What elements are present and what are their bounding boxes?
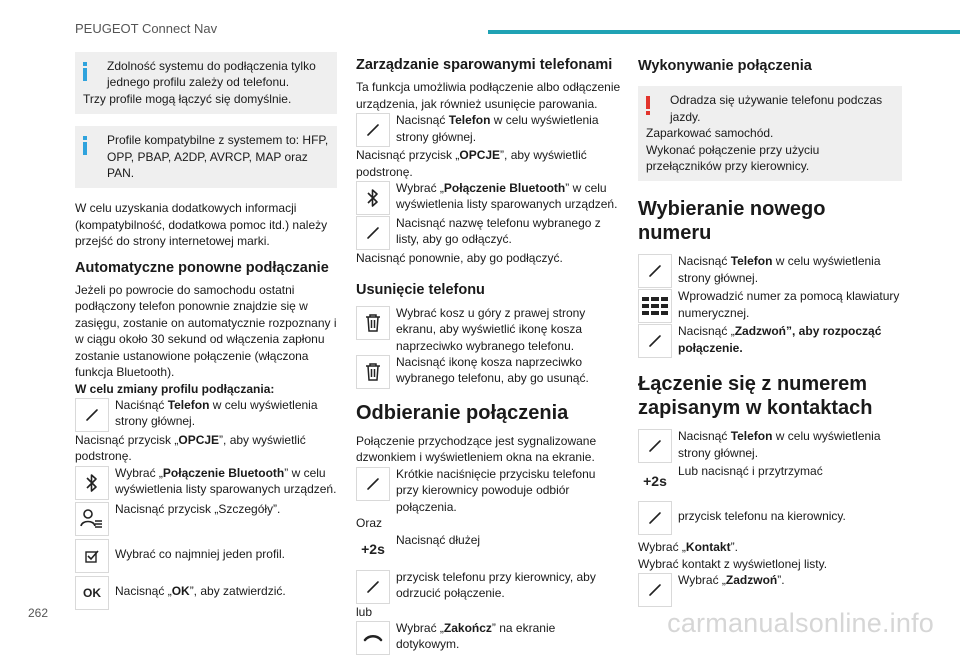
step-row (75, 575, 337, 610)
step-row (638, 323, 902, 358)
phone-icon (638, 573, 672, 607)
step-row (356, 466, 621, 515)
step-text: Nacisnąć „OK”, aby zatwierdzić. (115, 583, 286, 598)
paragraph: Wybrać „Kontakt”. (638, 540, 738, 555)
step-row (356, 354, 621, 389)
paragraph: lub (356, 604, 373, 619)
phone-icon (638, 254, 672, 288)
watermark: carmanualsonline.info (667, 608, 934, 638)
phone-icon (638, 501, 672, 535)
column-2 (356, 55, 621, 655)
column-3 (638, 58, 902, 607)
running-header: PEUGEOT Connect Nav (75, 21, 218, 36)
warning-text: Odradza się używanie telefonu podczas jazdy. (670, 93, 883, 124)
step-text: Nacisnąć nazwę telefonu wybranego z listy, aby go odłączyć. (396, 216, 601, 247)
info-text: Profile kompatybilne z systemem to: HFP, OPP, PBAP, A2DP, AVRCP, MAP oraz PAN. (107, 133, 329, 181)
step-text: Nacisnąć Telefon w celu wyświetlenia strony głównej. (678, 429, 881, 460)
info-box-compatible-profiles (75, 126, 337, 188)
page-number: 262 (28, 606, 49, 620)
user-details-icon (75, 502, 109, 536)
info-icon (83, 136, 87, 155)
step-text: Lub nacisnąć i przytrzymać (678, 464, 823, 479)
step-text: Nacisnąć Telefon w celu wyświetlenia strony głównej. (396, 113, 599, 144)
paragraph: W celu uzyskania dodatkowych informacji (kompatybilność, dodatkowa pomoc itd.) należy przejść do strony internetowej marki. (75, 201, 328, 249)
step-text: Wybrać „Zadzwoń”. (678, 573, 785, 588)
step-text: Wybrać co najmniej jeden profil. (115, 546, 285, 561)
long-press-icon: +2s (356, 533, 390, 567)
step-text: Wprowadzić numer za pomocą klawiatury numerycznej. (678, 289, 900, 320)
checkbox-icon (75, 539, 109, 573)
warning-icon (646, 96, 650, 115)
step-row (356, 305, 621, 354)
ok-icon: OK (75, 576, 109, 610)
hang-up-icon (356, 621, 390, 655)
step-text: przycisk telefonu przy kierownicy, aby odrzucić połączenie. (396, 569, 596, 600)
phone-icon (356, 467, 390, 501)
trash-icon (356, 306, 390, 340)
keypad-icon (638, 289, 672, 323)
step-row (356, 112, 621, 147)
warning-text: Wykonać połączenie przy użyciu przełączników przy kierownicy. (646, 142, 820, 174)
step-row (356, 620, 621, 655)
section-heading: Odbieranie połączenia (356, 402, 569, 425)
bluetooth-icon (356, 181, 390, 215)
header-accent-bar (488, 30, 960, 34)
warning-text: Zaparkować samochód. (646, 126, 774, 141)
step-row (356, 180, 621, 215)
step-row (638, 288, 902, 323)
paragraph: Ta funkcja umożliwia podłączenie albo odłączenie urządzenia, jak również usunięcie parowania. (356, 80, 621, 111)
step-text: Wybrać „Zakończ” na ekranie dotykowym. (396, 620, 556, 652)
bluetooth-icon (75, 466, 109, 500)
step-text: Wybrać kosz u góry z prawej strony ekranu, aby wyświetlić ikonę kosza naprzeciwko wybranego telefonu. (396, 305, 586, 353)
paragraph: Wybrać kontakt z wyświetlonej listy. (638, 556, 828, 571)
phone-icon (75, 398, 109, 432)
step-text: przycisk telefonu na kierownicy. (678, 509, 846, 524)
step-text: Wybrać „Połączenie Bluetooth” w celu wyświetlenia listy sparowanych urządzeń. (115, 465, 337, 497)
phone-icon (356, 113, 390, 147)
step-text: Naciśnąć Telefon w celu wyświetlenia strony głównej. (115, 397, 318, 429)
section-heading: Usunięcie telefonu (356, 282, 485, 299)
step-row (75, 397, 337, 432)
paragraph: Połączenie przychodzące jest sygnalizowane dzwonkiem i wyświetleniem okna na ekranie. (356, 434, 597, 465)
phone-icon (638, 429, 672, 463)
paragraph: Jeżeli po powrocie do samochodu ostatni podłączony telefon ponownie znajdzie się w zasięgu, zostanie on automatycznie rozpoznany i w ciągu około 30 sekund od włączenia zapłonu zostanie ustanowione połączenie (włączona funkcja Bluetooth). (75, 283, 337, 380)
step-text: Nacisnąć Telefon w celu wyświetlenia strony głównej. (678, 254, 881, 285)
paragraph: Oraz (356, 516, 383, 531)
step-row (638, 500, 902, 535)
step-row (75, 538, 337, 573)
info-icon (83, 62, 87, 81)
paragraph: Nacisnąć przycisk „OPCJE”, aby wyświetlić podstronę. (356, 148, 587, 179)
long-press-icon: +2s (638, 464, 672, 498)
info-text: Zdolność systemu do podłączenia tylko jednego profilu zależy od telefonu. (107, 59, 316, 90)
section-heading: Automatyczne ponowne podłączanie (75, 259, 329, 276)
info-box-profiles (75, 52, 337, 114)
step-text: Nacisnąć „Zadzwoń”, aby rozpocząć połączenie. (678, 324, 882, 355)
warning-box (638, 86, 902, 181)
phone-icon (356, 570, 390, 604)
step-text: Wybrać „Połączenie Bluetooth” w celu wyświetlenia listy sparowanych urządzeń. (396, 181, 618, 212)
step-row (638, 253, 902, 288)
bold-label: W celu zmiany profilu podłączania: (75, 381, 275, 396)
step-row (356, 215, 621, 250)
info-text: Trzy profile mogą łączyć się domyślnie. (83, 91, 292, 106)
step-row (356, 532, 621, 567)
step-text: Krótkie naciśnięcie przycisku telefonu przy kierownicy powoduje odbiór połączenia. (396, 466, 596, 514)
step-text: Nacisnąć dłużej (396, 532, 481, 547)
section-heading: Zarządzanie sparowanymi telefonami (356, 57, 613, 73)
paragraph: Nacisnąć przycisk „OPCJE”, aby wyświetlić podstronę. (75, 432, 306, 464)
step-row (638, 572, 902, 607)
step-row (75, 501, 337, 536)
section-heading: Wykonywanie połączenia (638, 58, 812, 74)
trash-icon (356, 355, 390, 389)
section-heading: Wybieranie nowego numeru (638, 198, 826, 245)
phone-icon (356, 216, 390, 250)
step-text: Nacisnąć przycisk „Szczegóły”. (115, 501, 281, 516)
column-1 (75, 52, 337, 610)
phone-icon (638, 324, 672, 358)
step-row (638, 463, 902, 498)
step-row (75, 465, 337, 500)
step-text: Nacisnąć ikonę kosza naprzeciwko wybranego telefonu, aby go usunąć. (396, 355, 589, 386)
step-row (638, 428, 902, 463)
step-row (356, 569, 621, 604)
paragraph: Nacisnąć ponownie, aby go podłączyć. (356, 251, 563, 266)
section-heading: Łączenie się z numerem zapisanym w kontaktach (638, 373, 873, 420)
